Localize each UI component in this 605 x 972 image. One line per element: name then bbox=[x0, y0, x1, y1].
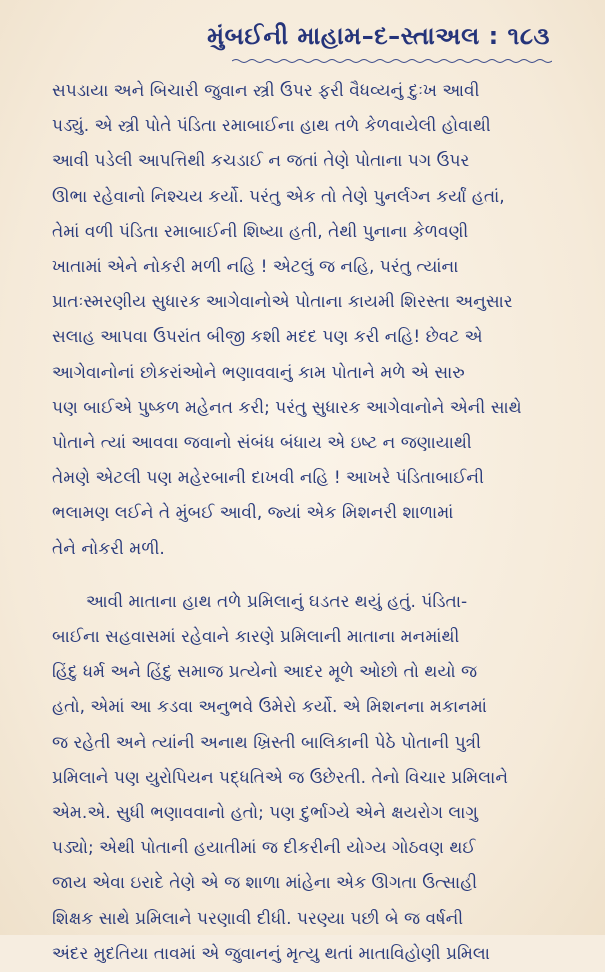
text-line: તેમણે એટલી પણ મહેરબાની દાખવી નહિ ! આખરે પંડિતાબાઈની bbox=[52, 468, 484, 489]
paragraph-2 bbox=[52, 585, 562, 972]
text-line: પડ્યો; એથી પોતાની હયાતીમાં જ દીકરીની યોગ્ય ગોઠવણ થઈ bbox=[52, 838, 476, 859]
text-line: હતો, એમાં આ કડવા અનુભવે ઉમેરો કર્યો. એ મિશનના મકાનમાં bbox=[52, 697, 487, 718]
text-line: આવી પડેલી આપત્તિથી કચડાઈ ન જતાં તેણે પોતાના પગ ઉપર bbox=[52, 151, 470, 172]
text-line: પોતાને ત્યાં આવવા જવાનો સંબંધ બંધાય એ ઇષ્ટ ન જણાયાથી bbox=[52, 433, 472, 454]
text-line: બાઈના સહવાસમાં રહેવાને કારણે પ્રમિલાની માતાના મનમાંથી bbox=[52, 627, 460, 648]
text-line: શિક્ષક સાથે પ્રમિલાને પરણાવી દીધી. પરણ્યા પછી બે જ વર્ષની bbox=[52, 908, 464, 929]
text-line: હિંદુ ધર્મ અને હિંદુ સમાજ પ્રત્યેનો આદર મૂળે ઓછો તો થયો જ bbox=[52, 662, 478, 683]
text-line: તેમાં વળી પંડિતા રમાબાઈની શિષ્યા હતી, તેથી પુનાના કેળવણી bbox=[52, 221, 469, 242]
text-line: ખાતામાં એને નોકરી મળી નહિ ! એટલું જ નહિ, પરંતુ ત્યાંના bbox=[52, 257, 459, 278]
text-line: પડ્યું. એ સ્ત્રી પોતે પંડિતા રમાબાઈના હાથ તળે કેળવાયેલી હોવાથી bbox=[52, 116, 491, 137]
text-line: સપડાયા અને બિચારી જુવાન સ્ત્રી ઉપર ફરી વૈધવ્યનું દુઃખ આવી bbox=[52, 81, 480, 101]
text-line: અંદર મુદતિયા તાવમાં એ જુવાનનું મૃત્યુ થતાં માતાવિહોણી પ્રમિલા bbox=[52, 943, 490, 964]
running-head-rule bbox=[232, 58, 552, 64]
text-line: આગેવાનોનાં છોકરાંઓને ભણાવવાનું કામ પોતાને મળે એ સારુ bbox=[52, 362, 465, 383]
text-line: જાય એવા ઇરાદે તેણે એ જ શાળા માંહેના એક ઊગતા ઉત્સાહી bbox=[52, 873, 478, 894]
text-line: પ્રાતઃસ્મરણીય સુધારક આગેવાનોએ પોતાના કાયમી શિરસ્તા અનુસાર bbox=[52, 292, 513, 313]
text-line: ઊભા રહેવાનો નિશ્ચય કર્યો. પરંતુ એક તો તેણે પુનર્લગ્ન કર્યાં હતાં, bbox=[52, 186, 505, 207]
paragraph-1 bbox=[52, 74, 562, 567]
text-line: એમ.એ. સુધી ભણાવવાનો હતો; પણ દુર્ભાગ્યે એને ક્ષયરોગ લાગુ bbox=[52, 803, 478, 824]
text-line: જ રહેતી અને ત્યાંની અનાથ ખ્રિસ્તી બાલિકાની પેઠે પોતાની પુત્રી bbox=[52, 732, 481, 753]
text-line: તેને નોકરી મળી. bbox=[52, 538, 165, 559]
text-line: પણ બાઈએ પુષ્કળ મહેનત કરી; પરંતુ સુધારક આગેવાનોને એની સાથે bbox=[52, 397, 522, 418]
text-line: પ્રમિલાને પણ યુરોપિયન પદ્ધતિએ જ ઉછેરતી. તેનો વિચાર પ્રમિલાને bbox=[52, 767, 508, 788]
text-line: સલાહ આપવા ઉપરાંત બીજી કશી મદદ પણ કરી નહિ! છેવટ એ bbox=[52, 327, 483, 348]
body-text bbox=[52, 74, 562, 972]
text-line: ભલામણ લઈને તે મુંબઈ આવી, જ્યાં એક મિશનરી શાળામાં bbox=[52, 503, 454, 524]
text-line: આવી માતાના હાથ તળે પ્રમિલાનું ઘડતર થયું હતું. પંડિતા- bbox=[86, 591, 468, 612]
running-head: મુંબઈની માહામ–દ–સ્તાઅલ : ૧૮૩ bbox=[207, 22, 550, 50]
